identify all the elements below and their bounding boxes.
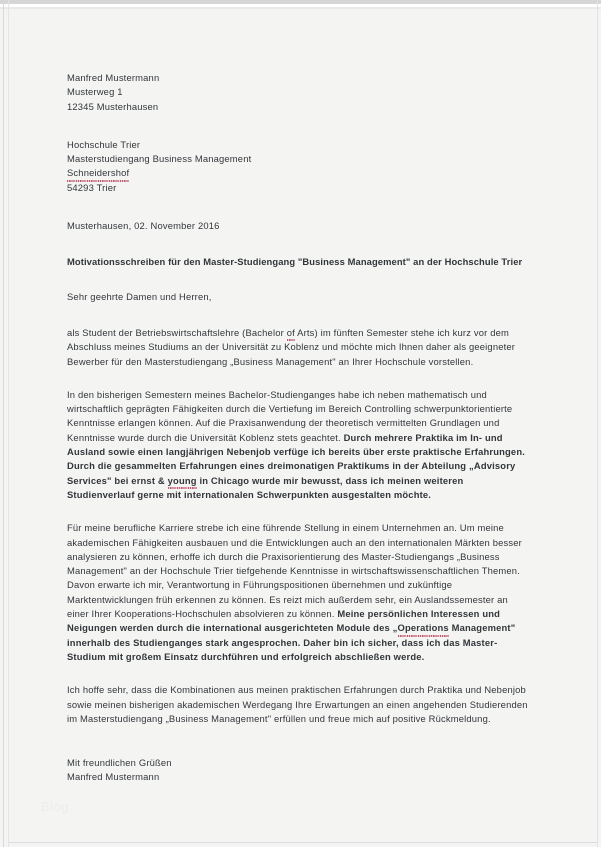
paragraph-2-bold-a: Durch mehrere Praktika im In- und Ausland sowie einen langjährigen Nebenjob verfüge ich bereits über erste praktische Erfahrungen. Durch die gesammelten Erfahrungen eines dreimonatigen Praktikums in der Abteilung „Advisory Services" bei ernst & [67, 431, 526, 486]
closing [67, 756, 531, 785]
paragraph-2-bold-b: in Chicago wurde mir bewusst, dass ich meinen weiteren Studienverlauf gerne mit internationalen Schwerpunkten ausgestalten möchte. [67, 474, 464, 500]
spacer-after-paragraph-1 [67, 369, 531, 388]
paragraph-1-lead: als Student der Betriebswirtschaftslehre (Bachelor [67, 326, 287, 338]
recipient-program: Masterstudiengang Business Management [67, 153, 252, 165]
spacer-after-paragraph-2 [67, 502, 531, 521]
paragraph-3 [67, 521, 531, 664]
watermark-blog: Blog [41, 799, 70, 814]
spacer-after-date [67, 233, 531, 255]
signature-name: Manfred Mustermann [67, 771, 160, 783]
closing-phrase: Mit freundlichen Grüßen [67, 757, 172, 769]
paragraph-2-plain: In den bisherigen Semestern meines Bachelor-Studienganges habe ich neben mathematisch und wirtschaftlich geprägten Fähigkeiten durch die Vertiefung im Bereich Controlling schwerpunktorientierte Kenntnisse erlangen können. Auf die Praxisanwendung der theoretisch vermittelten Grundlagen und Kenntnisse wurde durch die Universität Koblenz stets geachtet. [67, 388, 513, 443]
spellcheck-operations: Operations [398, 621, 449, 635]
recipient-street-wrapper [67, 166, 531, 180]
date-line: Musterhausen, 02. November 2016 [67, 220, 220, 232]
subject-line: Motivationsschreiben für den Master-Studiengang "Business Management" an der Hochschule Trier [67, 256, 523, 268]
spellcheck-young: young [168, 474, 197, 488]
recipient-street: Schneidershof [67, 166, 129, 180]
spellcheck-of: of [287, 326, 295, 340]
spacer-after-salutation [67, 304, 531, 326]
viewer-bottom-line [9, 842, 597, 843]
paragraph-1 [67, 326, 531, 369]
letter-body [67, 71, 531, 785]
salutation: Sehr geehrte Damen und Herren, [67, 290, 212, 302]
sender-name: Manfred Mustermann [67, 72, 160, 83]
paragraph-3-bold-b: Management" innerhalb des Studienganges stark angesprochen. Daher bin ich sicher, dass ich das Master-Studium mit großem Einsatz durchführen und erfolgreich abschließen werde. [67, 622, 516, 662]
spacer-after-subject [67, 270, 531, 290]
paragraph-3-plain: Für meine berufliche Karriere strebe ich eine führende Stellung in einem Unternehmen an. Um meine akademischen Fähigkeiten ausbauen und die Entwicklungen auch an den internationalen Märkten besser analysieren zu können, erhoffe ich durch die Praxisorientierung des Master-Studiengangs „Business Management" an der Hochschule Trier tiefgehende Kenntnisse in wirtschaftswissenschaftlichen Themen. Davon erwarte ich mir, Verantwortung in Führungspositionen übernehmen und zukünftige Marktentwicklungen früh erkennen zu können. Es reizt mich außerdem sehr, ein Auslandssemester an einer Ihrer Kooperations-Hochschulen absolvieren zu können. [67, 522, 522, 620]
sender-address [67, 71, 531, 114]
recipient-institution: Hochschule Trier [67, 138, 141, 150]
spacer-before-closing [67, 726, 531, 756]
recipient-city: 54293 Trier [67, 181, 117, 193]
spacer-after-sender [67, 114, 531, 138]
spacer-after-recipient [67, 195, 531, 219]
viewer-left-edge-line [3, 0, 4, 847]
paragraph-4: Ich hoffe sehr, dass die Kombinationen aus meinen praktischen Erfahrungen durch Praktika und Nebenjob sowie meinen bisherigen akademischen Werdegang Ihre Erwartungen an einen angehenden Studierenden im Masterstudiengang „Business Management" erfüllen und freue mich auf positive Rückmeldung. [67, 684, 528, 724]
viewer-right-edge-line [597, 0, 598, 847]
paragraph-2 [67, 388, 531, 502]
sender-city: 12345 Musterhausen [67, 100, 159, 112]
recipient-address [67, 138, 531, 195]
sender-street: Musterweg 1 [67, 86, 123, 98]
letter-page [9, 9, 597, 842]
paragraph-1-rest: Arts) im fünften Semester stehe ich kurz vor dem Abschluss meines Studiums an der Universität zu Koblenz und möchte mich Ihnen daher als geeigneter Bewerber für den Masterstudiengang „Business Management" an Ihrer Hochschule vorstellen. [67, 326, 516, 367]
paragraph-3-bold-a: Meine persönlichen Interessen und Neigungen werden durch die international ausgerichteten Module des „ [67, 608, 501, 634]
spacer-after-paragraph-3 [67, 664, 531, 683]
